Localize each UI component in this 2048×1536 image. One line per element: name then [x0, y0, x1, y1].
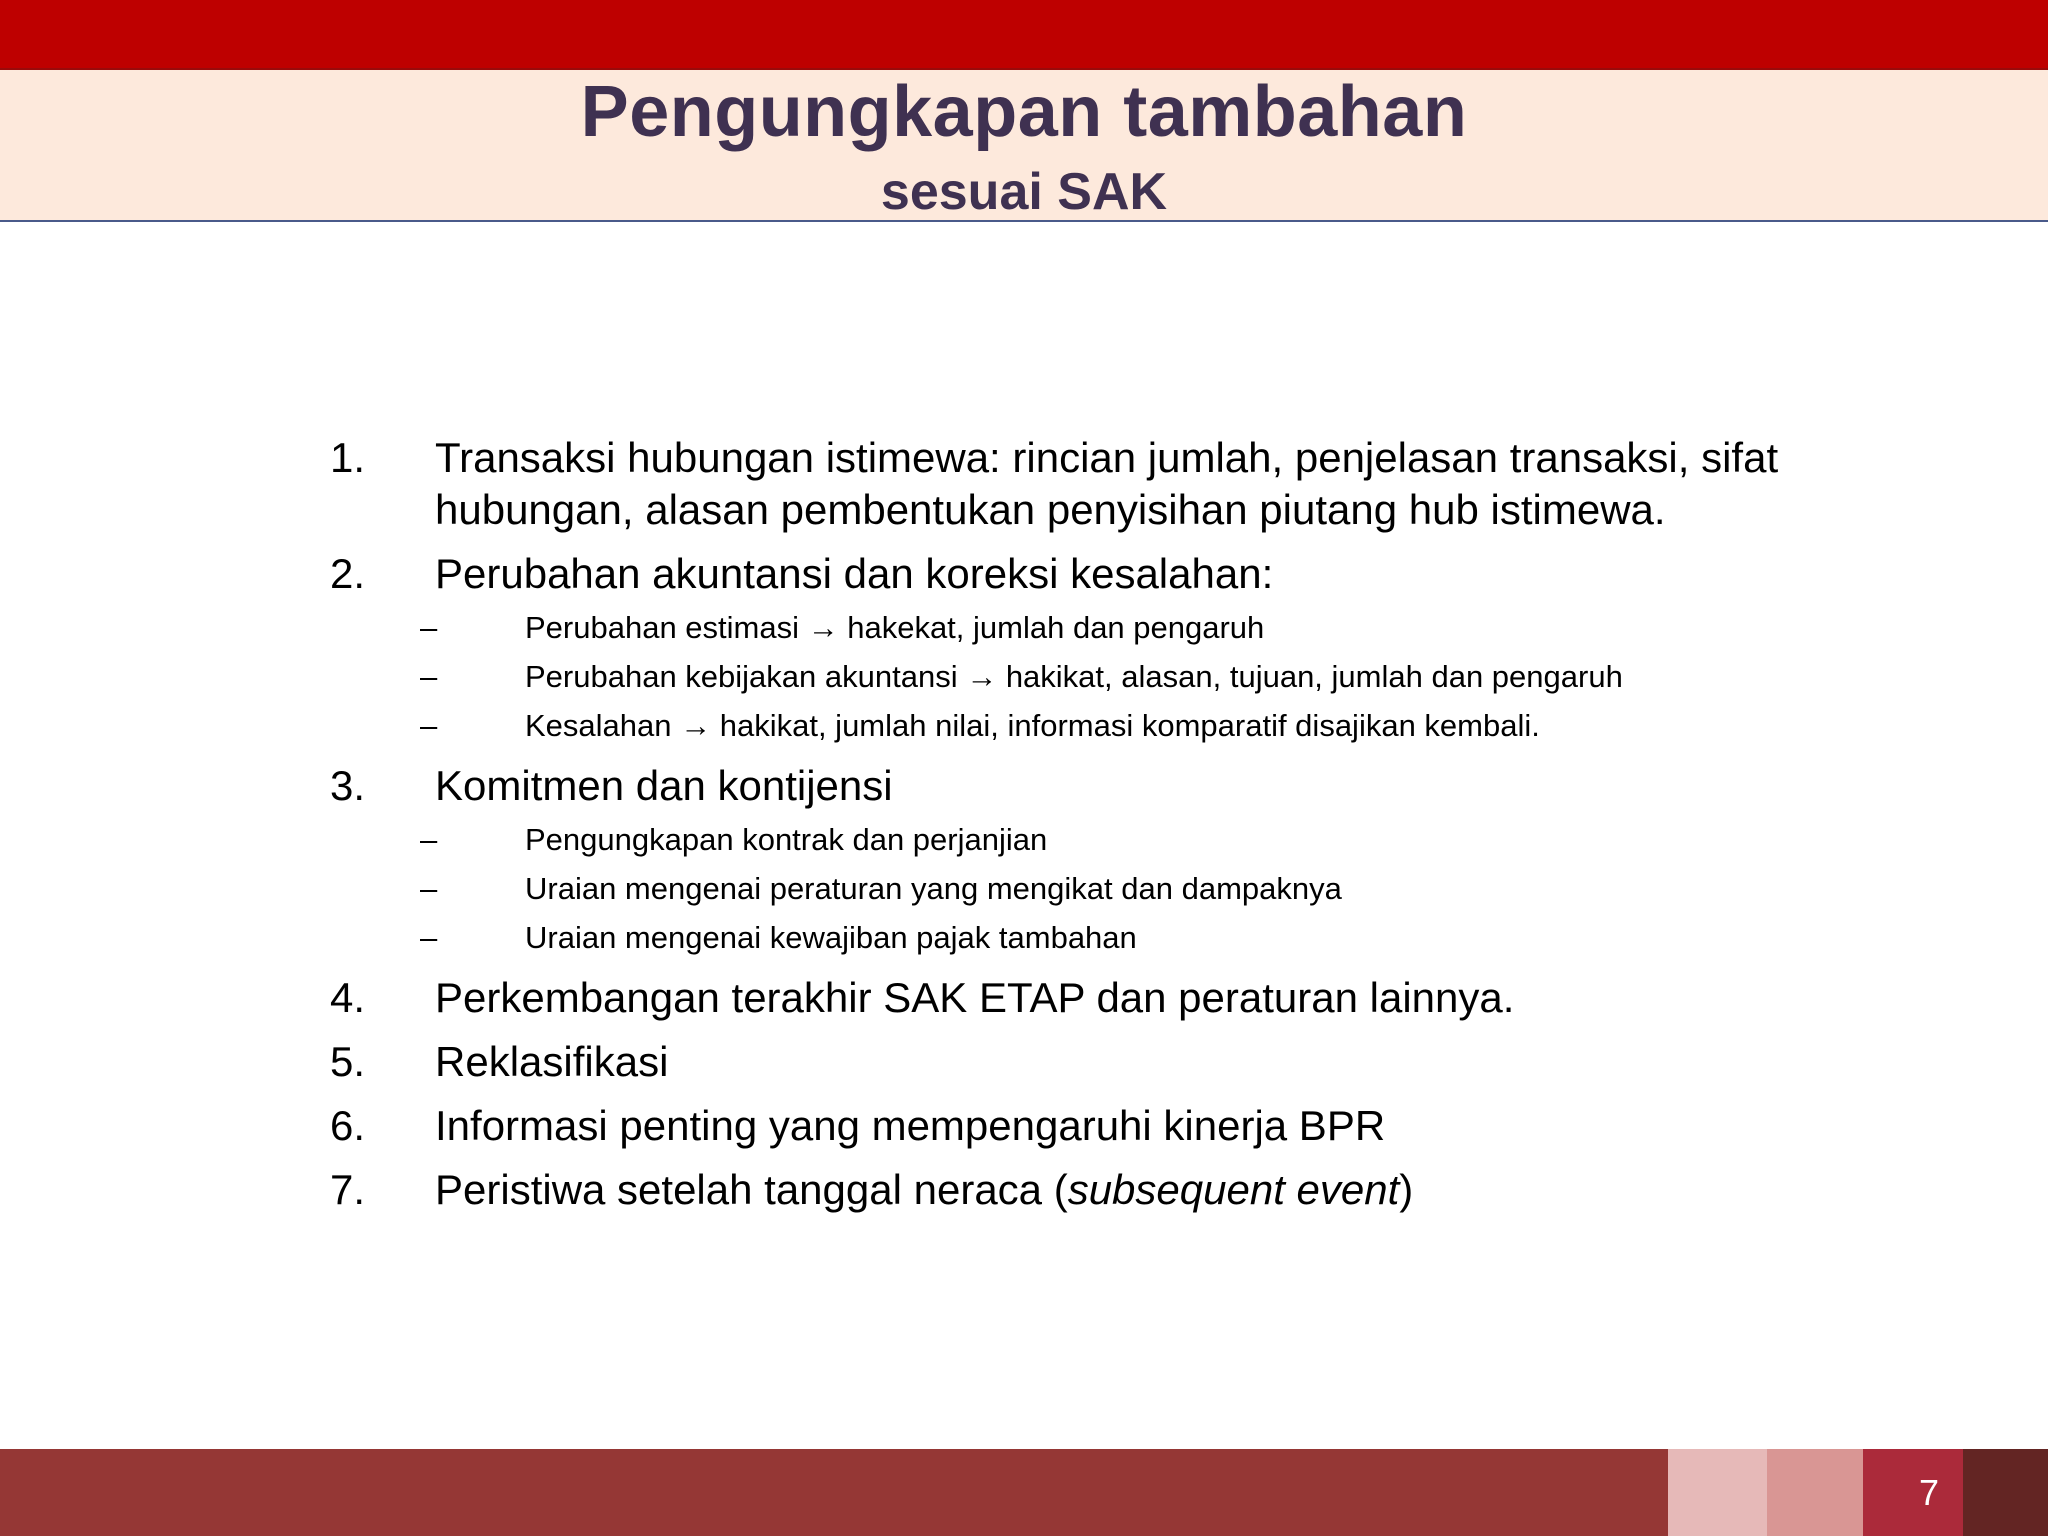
item-text: Perubahan akuntansi dan koreksi kesalahan:	[435, 550, 1274, 597]
list-item-1	[330, 432, 1870, 536]
sub-item-text: Perubahan estimasi → hakekat, jumlah dan pengaruh	[525, 610, 1265, 645]
item-text: Informasi penting yang mempengaruhi kinerja BPR	[435, 1102, 1386, 1149]
item-number: 6.	[330, 1102, 366, 1149]
list-item-7	[330, 1164, 1870, 1216]
list-item-3	[330, 760, 1870, 812]
item-text-line-2: hubungan, alasan pembentukan penyisihan piutang hub istimewa.	[435, 486, 1666, 533]
footer-bar	[0, 1449, 2048, 1536]
item-text-italic: subsequent event	[1067, 1166, 1400, 1213]
footer-block-dark	[1963, 1449, 2048, 1536]
sub-item	[330, 820, 1870, 860]
slide-subtitle: sesuai SAK	[880, 163, 1168, 221]
item-number: 1.	[330, 434, 366, 481]
item-text-line-1: Transaksi hubungan istimewa: rincian jumlah, penjelasan transaksi, sifat	[435, 434, 1779, 481]
list-item-6	[330, 1100, 1870, 1152]
item-text-before: Peristiwa setelah tanggal neraca (	[435, 1166, 1068, 1213]
dash-bullet: –	[420, 920, 438, 955]
sub-list-2	[330, 608, 1870, 746]
page-number: 7	[1863, 1449, 1963, 1536]
list-item-4	[330, 972, 1870, 1024]
footer-main-block	[0, 1449, 1668, 1536]
item-text: Perkembangan terakhir SAK ETAP dan peraturan lainnya.	[435, 974, 1515, 1021]
sub-item	[330, 706, 1870, 746]
sub-item	[330, 657, 1870, 697]
item-number: 5.	[330, 1038, 366, 1085]
dash-bullet: –	[420, 871, 438, 906]
sub-item	[330, 869, 1870, 909]
dash-bullet: –	[420, 659, 438, 694]
content-list	[330, 432, 1870, 1228]
sub-item-text: Kesalahan → hakikat, jumlah nilai, informasi komparatif disajikan kembali.	[525, 708, 1540, 743]
item-number: 7.	[330, 1166, 366, 1213]
item-number: 3.	[330, 762, 366, 809]
sub-item	[330, 918, 1870, 958]
item-number: 4.	[330, 974, 366, 1021]
dash-bullet: –	[420, 708, 438, 743]
item-text-after: )	[1399, 1166, 1414, 1213]
sub-item	[330, 608, 1870, 648]
sub-item-text: Uraian mengenai kewajiban pajak tambahan	[525, 920, 1137, 955]
top-accent-bar	[0, 0, 2048, 70]
item-text: Komitmen dan kontijensi	[435, 762, 893, 809]
item-text: Reklasifikasi	[435, 1038, 669, 1085]
dash-bullet: –	[420, 610, 438, 645]
footer-block-medium	[1767, 1449, 1863, 1536]
list-item-5	[330, 1036, 1870, 1088]
item-number: 2.	[330, 550, 366, 597]
sub-item-text: Pengungkapan kontrak dan perjanjian	[525, 822, 1048, 857]
sub-item-text: Perubahan kebijakan akuntansi → hakikat, alasan, tujuan, jumlah dan pengaruh	[525, 659, 1623, 694]
slide-title: Pengungkapan tambahan	[580, 72, 1468, 152]
sub-item-text: Uraian mengenai peraturan yang mengikat dan dampaknya	[525, 871, 1342, 906]
footer-block-light	[1668, 1449, 1767, 1536]
list-item-2	[330, 548, 1870, 600]
dash-bullet: –	[420, 822, 438, 857]
sub-list-3	[330, 820, 1870, 958]
